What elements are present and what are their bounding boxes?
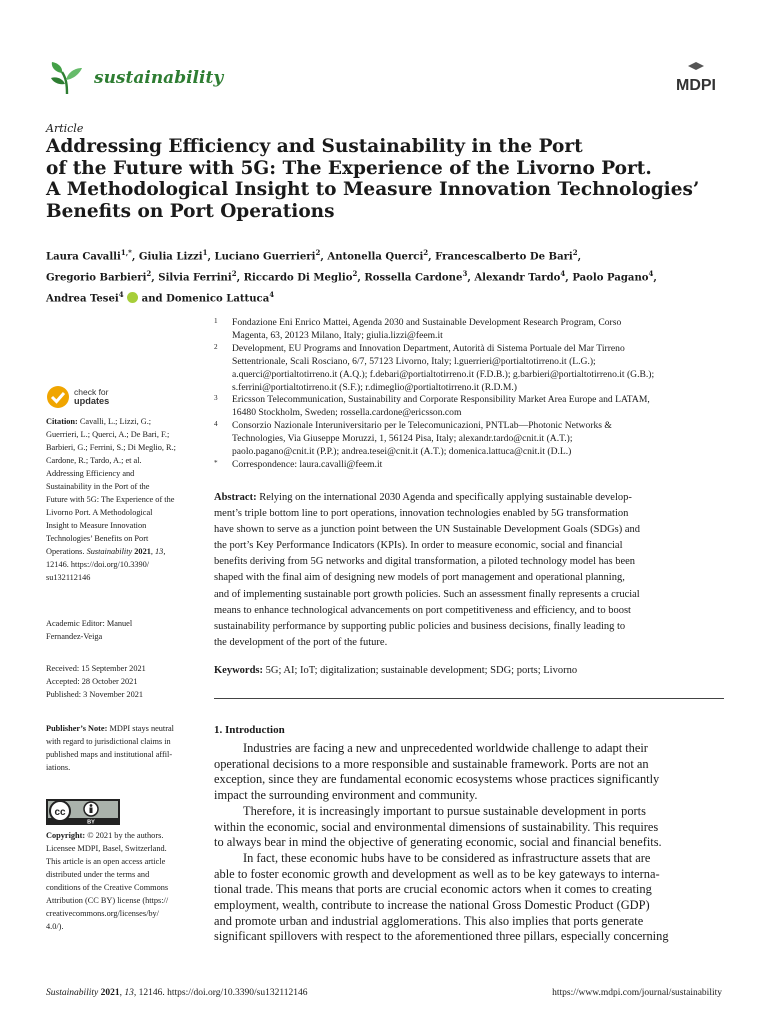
accepted-date: Accepted: 28 October 2021 xyxy=(46,677,138,686)
author-name: , Alexandr Tardo xyxy=(467,272,561,284)
author-name: Laura Cavalli xyxy=(46,251,121,263)
author-name: Gregorio Barbieri xyxy=(46,272,147,284)
keywords xyxy=(214,665,724,676)
author-name: , Riccardo Di Meglio xyxy=(236,272,353,284)
author-name: , Silvia Ferrini xyxy=(151,272,232,284)
publication-dates xyxy=(46,662,202,701)
author-name: , Francescalberto De Bari xyxy=(428,251,573,263)
title-line: Addressing Efficiency and Sustainability in the Port xyxy=(46,136,583,157)
abstract: Abstract: Relying on the international 2030 Agenda and specifically applying sustainable develop- ment’s triple bottom line to port operations, innovation technologies enabled by 5G transformation have shown to serve as a junction point between the UN Sustainable Development Goals (SDGs) and the port’s Key Performance Indicators (KPIs). In order to measure economic, social and financial benefits deriving from 5G networks and digital transformation, a piloted technology model has been shaped with the final aim of designing new models of port management and operational planning, and of implementing sustainable port growth policies. Such an assessment finally represents a crucial means to enhance technological advancements on port competitiveness and efficiency, and to boost sustainability performance by supporting public policies and business decisions, finally leading to the development of the port of the future. xyxy=(214,492,641,648)
keywords-list: 5G; AI; IoT; digitalization; sustainable development; SDG; ports; Livorno xyxy=(263,665,578,676)
publisher-note: Publisher’s Note: MDPI stays neutral with regard to jurisdictional claims in published maps and institutional affil- iations. xyxy=(46,724,174,772)
author-name: Andrea Tesei xyxy=(46,293,119,305)
title-line: A Methodological Insight to Measure Innovation Technologies’ xyxy=(46,179,700,200)
footer-citation: Sustainability 2021, 13, 12146. https://doi.org/10.3390/su132112146 xyxy=(46,988,308,998)
affiliation-item: 2 Development, EU Programs and Innovation Department, Autorità di Sistema Portuale del Mar Tirreno Settentrionale, Scali Rosciano, 6/7, 57123 Livorno, Italy; l.guerrieri@portialtotirreno.it (L.G.); a.querci@portialtotirreno.it (A.Q.); f.debari@portialtotirreno.it (F.D.B.); g.barbieri@portialtotirreno.it (G.B.); s.ferrini@portialtotirreno.it (S.F.); r.dimeglio@portialtotirreno.it (R.D.M.) xyxy=(214,342,655,393)
affiliation-item: 4 Consorzio Nazionale Interuniversitario per le Telecomunicazioni, PNTLab—Photonic Networks & Technologies, Via Giuseppe Moruzzi, 1, 56124 Pisa, Italy; alexandr.tardo@cnit.it (A.T.); paolo.pagano@cnit.it (P.P.); andrea.tesei@cnit.it (A.T.); domenica.lattuca@cnit.it (D.L.) xyxy=(214,420,612,458)
orcid-icon[interactable] xyxy=(127,292,138,303)
author-name: , Rossella Cardone xyxy=(357,272,463,284)
copyright-notice: Copyright: © 2021 by the authors. Licensee MDPI, Basel, Switzerland. This article is an open access article distributed under the terms and conditions of the Creative Commons Attribution (CC BY) license (https:// creativecommons.org/licenses/by/ 4.0/). xyxy=(46,829,202,933)
title-line: Benefits on Port Operations xyxy=(46,200,335,222)
mdpi-logo-icon xyxy=(668,62,724,98)
introduction-text: Industries are facing a new and unprecedented worldwide challenge to adapt their operational decisions to a more responsible and sustainable framework. Ports are not an exception, since they are fundamental economic ecosystems whose practices significantly impact the surrounding environment and community. Therefore, it is increasingly important to pursue sustainable development in ports within the economic, social and environmental dimensions of sustainability. This requires to always bear in mind the objective of generating economic, social and financial benefits. In fact, these economic hubs have to be considered as infrastructure assets that are able to foster economic growth and development as well as to be key gateways to interna- tional trade. This means that ports are crucial economic actors when it comes to creating employment, wealth, contribute to increase the national Gross Domestic Product (GDP) and promote urban and industrial agglomerations. This also implies that ports generate significant spillovers with respect to the aforementioned three pillars, especially concerning xyxy=(214,741,669,944)
divider xyxy=(214,698,724,699)
section-heading: 1. Introduction xyxy=(214,724,285,736)
title-line: of the Future with 5G: The Experience of the Livorno Port. xyxy=(46,157,652,179)
keywords-label: Keywords: xyxy=(214,665,263,676)
author-name: and Domenico Lattuca xyxy=(138,293,270,305)
journal-header xyxy=(48,58,278,98)
affiliations xyxy=(214,317,724,472)
published-date: Published: 3 November 2021 xyxy=(46,690,144,699)
author-name: , Antonella Querci xyxy=(320,251,424,263)
article-type: Article xyxy=(46,122,84,135)
author-name: , Giulia Lizzi xyxy=(131,251,203,263)
citation-doi-link[interactable]: 12146. https://doi.org/10.3390/ xyxy=(46,560,150,569)
journal-name: sustainability xyxy=(94,68,224,88)
publisher-name: MDPI xyxy=(676,77,716,94)
citation-label: Citation: xyxy=(46,417,78,426)
check-updates-line1: check for xyxy=(74,387,109,397)
page-footer xyxy=(46,988,722,998)
author-list: Laura Cavalli$^{1,*}$, Giulia Lizzi$^1$, Luciano Guerrieri$^2$, Antonella Querci$^2$, Francescalberto De Bari$^2$, Gregorio Barbieri$^2$, Silvia Ferrini$^2$, Riccardo Di Meglio$^2$, Rossella Cardone$^3$, Alexandr Tardo$^4$, Paolo Pagano$^4$, Andrea Tesei$^4$ and Domenico Lattuca$^4$ xyxy=(46,248,657,305)
sustainability-logo-icon xyxy=(48,60,86,96)
correspondence: * Correspondence: laura.cavalli@feem.it xyxy=(214,458,383,470)
svg-text:BY: BY xyxy=(87,819,95,825)
check-updates-line2: updates xyxy=(74,396,110,406)
license-link[interactable]: creativecommons.org/licenses/by/ xyxy=(46,909,159,918)
academic-editor: Academic Editor: Manuel Fernandez-Veiga xyxy=(46,619,133,641)
citation-block: Citation: Cavalli, L.; Lizzi, G.; Guerrieri, L.; Querci, A.; De Bari, F.; Barbieri, G.; Ferrini, S.; Di Meglio, R.; Cardone, R.; Tardo, A.; et al. Addressing Efficiency and Sustainability in the Port of the Future with 5G: The Experience of the Livorno Port. A Methodological Insight to Measure Innovation Technologies’ Benefits on Port Operations. Sustainability 2021, 13, 12146. https://doi.org/10.3390/ su132112146 xyxy=(46,415,202,584)
received-date: Received: 15 September 2021 xyxy=(46,664,146,673)
check-updates-icon xyxy=(46,385,70,409)
affiliation-item: 3 Ericsson Telecommunication, Sustainability and Corporate Responsibility Market Area Europe and LATAM, 16480 Stockholm, Sweden; rossella.cardone@ericsson.com xyxy=(214,394,650,419)
article-title xyxy=(46,136,736,222)
author-name: , Luciano Guerrieri xyxy=(207,251,316,263)
affiliation-item: 1 Fondazione Eni Enrico Mattei, Agenda 2030 and Sustainable Development Research Program, Corso Magenta, 63, 20123 Milano, Italy; giulia.lizzi@feem.it xyxy=(214,317,622,341)
cc-by-license-icon[interactable] xyxy=(46,799,120,825)
svg-text:cc: cc xyxy=(54,807,66,818)
journal-url-link[interactable]: https://www.mdpi.com/journal/sustainability xyxy=(552,988,722,998)
check-for-updates-button[interactable] xyxy=(46,384,156,410)
author-name: , Paolo Pagano xyxy=(565,272,649,284)
abstract-label: Abstract: xyxy=(214,492,257,503)
